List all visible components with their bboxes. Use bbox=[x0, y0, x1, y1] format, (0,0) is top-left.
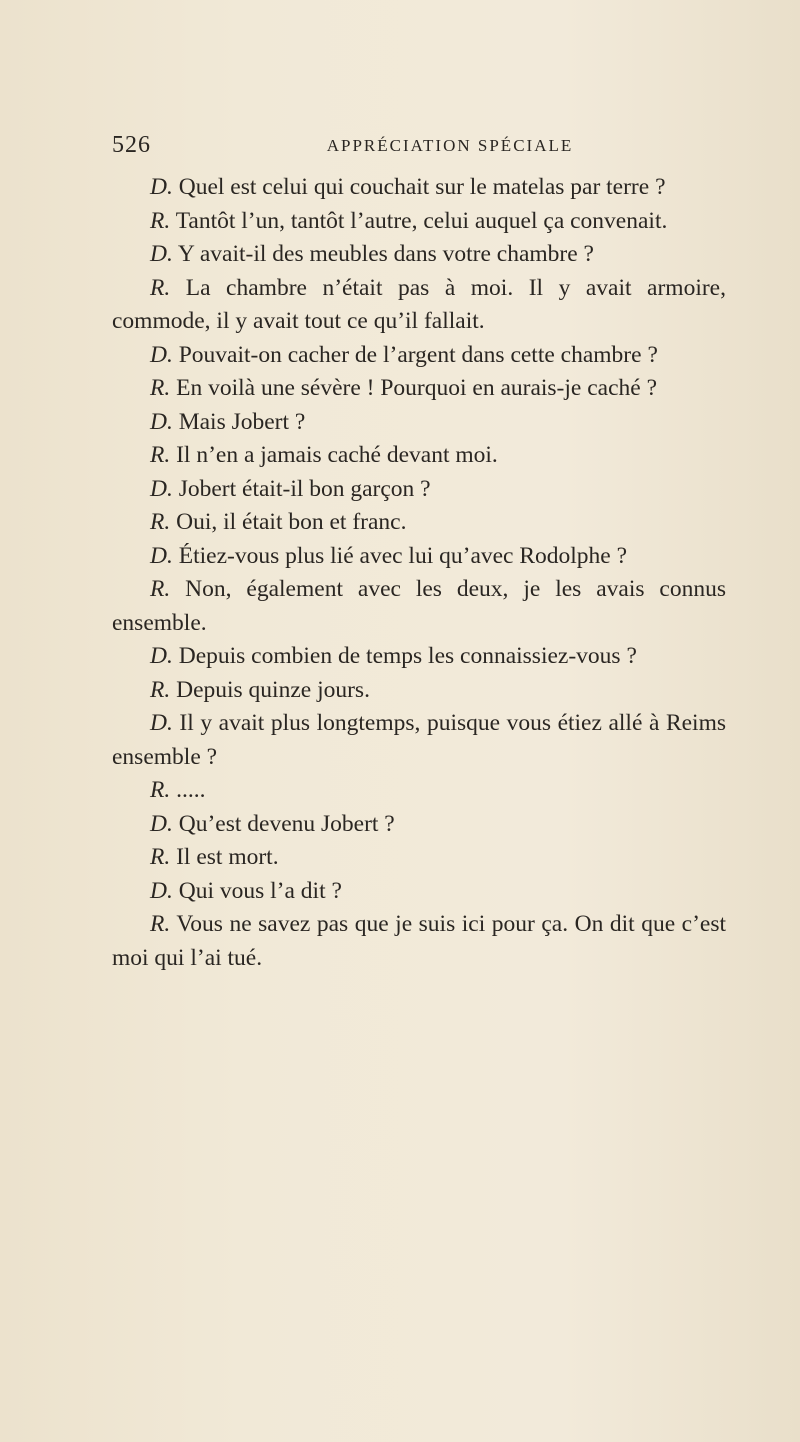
dialogue-line bbox=[112, 272, 726, 339]
line-text: Étiez-vous plus lié avec lui qu’avec Rodolphe ? bbox=[178, 542, 628, 569]
line-text: Qu’est devenu Jobert ? bbox=[178, 810, 395, 837]
line-text: En voilà une sévère ! Pourquoi en aurais-je caché ? bbox=[176, 375, 657, 401]
line-text: Depuis quinze jours. bbox=[176, 676, 370, 703]
dialogue-text bbox=[112, 171, 726, 975]
line-text: Il y avait plus longtemps, puisque vous étiez allé à Reims ensemble ? bbox=[112, 710, 726, 770]
line-text: La chambre n’était pas à moi. Il y avait armoire, commode, il y avait tout ce qu’il fallait. bbox=[112, 274, 726, 334]
dialogue-line bbox=[112, 875, 726, 909]
dialogue-line bbox=[112, 908, 726, 975]
dialogue-line bbox=[112, 674, 726, 708]
line-text: Tantôt l’un, tantôt l’autre, celui auquel ça convenait. bbox=[175, 207, 668, 234]
speaker-label: D. bbox=[150, 174, 173, 200]
speaker-label: R. bbox=[150, 576, 171, 602]
speaker-label: R. bbox=[150, 676, 171, 703]
page-number: 526 bbox=[112, 132, 151, 158]
speaker-label: D. bbox=[150, 877, 173, 904]
dialogue-line bbox=[112, 238, 726, 272]
speaker-label: R. bbox=[150, 207, 171, 234]
line-text: Quel est celui qui couchait sur le matelas par terre ? bbox=[178, 174, 666, 200]
line-text: Pouvait-on cacher de l’argent dans cette chambre ? bbox=[178, 341, 658, 368]
speaker-label: R. bbox=[150, 844, 171, 870]
line-text: Qui vous l’a dit ? bbox=[178, 877, 342, 904]
dialogue-line bbox=[112, 841, 726, 875]
line-text: Vous ne savez pas que je suis ici pour ça. On dit que c’est moi qui l’ai tué. bbox=[112, 911, 727, 971]
page-header bbox=[112, 132, 712, 166]
dialogue-line bbox=[112, 540, 726, 574]
dialogue-line bbox=[112, 406, 726, 440]
dialogue-line bbox=[112, 640, 726, 674]
line-text: Y avait-il des meubles dans votre chambre ? bbox=[177, 241, 594, 267]
speaker-label: R. bbox=[150, 911, 171, 937]
speaker-label: D. bbox=[150, 542, 173, 569]
line-text: Jobert était-il bon garçon ? bbox=[178, 475, 431, 502]
speaker-label: R. bbox=[150, 274, 171, 301]
line-text: Oui, il était bon et franc. bbox=[176, 509, 407, 535]
dialogue-line bbox=[112, 439, 726, 473]
speaker-label: D. bbox=[150, 241, 173, 267]
speaker-label: R. bbox=[150, 509, 171, 535]
speaker-label: D. bbox=[150, 810, 173, 837]
dialogue-line bbox=[112, 506, 726, 540]
speaker-label: D. bbox=[150, 341, 173, 368]
dialogue-line bbox=[112, 774, 726, 808]
speaker-label: D. bbox=[150, 710, 173, 736]
dialogue-line bbox=[112, 707, 726, 774]
line-text: Il n’en a jamais caché devant moi. bbox=[176, 442, 498, 468]
speaker-label: D. bbox=[150, 643, 173, 669]
speaker-label: R. bbox=[150, 442, 171, 468]
line-text: ..... bbox=[176, 777, 206, 803]
line-text: Mais Jobert ? bbox=[178, 408, 306, 435]
dialogue-line bbox=[112, 808, 726, 842]
dialogue-line bbox=[112, 473, 726, 507]
speaker-label: D. bbox=[150, 408, 173, 435]
dialogue-line bbox=[112, 372, 726, 406]
line-text: Il est mort. bbox=[176, 844, 279, 870]
dialogue-line bbox=[112, 573, 726, 640]
line-text: Non, également avec les deux, je les avais connus ensemble. bbox=[112, 576, 727, 636]
speaker-label: R. bbox=[150, 777, 171, 803]
dialogue-line bbox=[112, 339, 726, 373]
dialogue-line bbox=[112, 171, 726, 205]
running-head: APPRÉCIATION SPÉCIALE bbox=[326, 136, 574, 155]
speaker-label: D. bbox=[150, 475, 173, 502]
line-text: Depuis combien de temps les connaissiez-vous ? bbox=[178, 643, 637, 669]
speaker-label: R. bbox=[150, 375, 171, 401]
dialogue-line bbox=[112, 205, 726, 239]
